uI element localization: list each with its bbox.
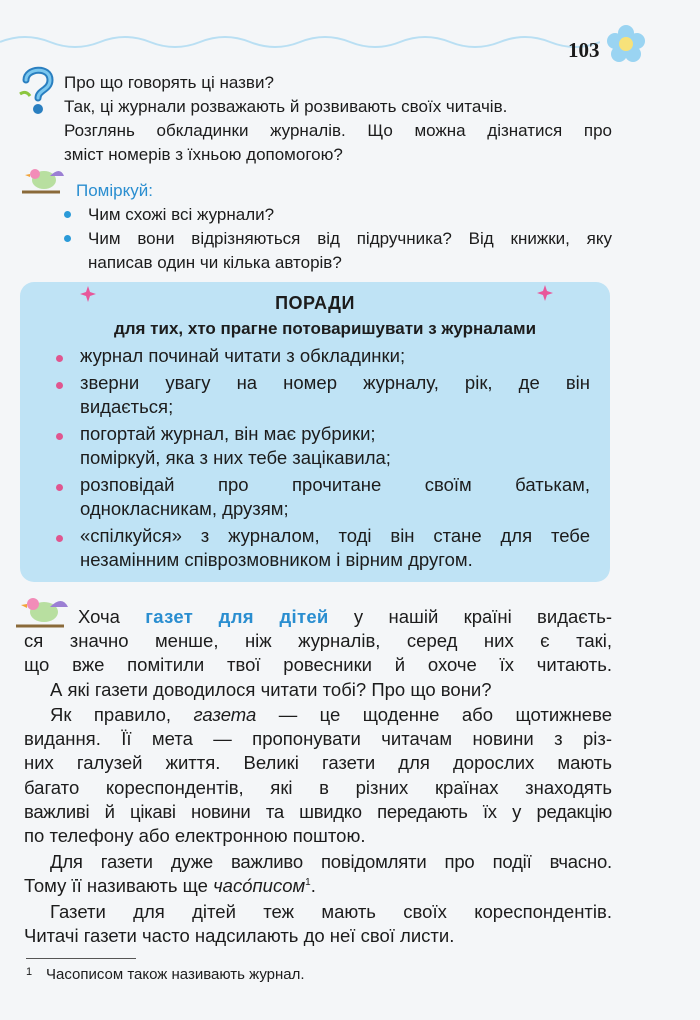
footnote-text: Часописом також називають журнал. [46, 966, 305, 983]
advice-item-4-line-2: однокласникам, друзям; [80, 498, 289, 519]
paragraph-4-line-2: Тому її називають ще часо́писом$^1$. [24, 875, 316, 896]
ponder-item-1: Чим схожі всі журнали? [88, 205, 275, 224]
flower-icon [606, 24, 646, 64]
term-gazeta: газета [193, 704, 257, 725]
bird-icon [20, 162, 68, 200]
footnote-ref: 1 [305, 876, 311, 888]
advice-item-5-line-1: «спілкуйся» з журналом, тоді він стане для тебе [80, 525, 590, 546]
advice-item-3-line-2: поміркуй, яка з них тебе зацікавила; [80, 447, 391, 468]
paragraph-4-line-1: Для газети дуже важливо повідомляти про події вчасно. [50, 851, 612, 872]
header-wave-decoration [0, 30, 600, 54]
advice-item-2-line-2: видається; [80, 396, 174, 417]
footnote-divider [26, 958, 136, 959]
footnote-mark: 1 [26, 966, 33, 978]
advice-item-1: журнал починай читати з обкладинки; [80, 345, 406, 366]
ponder-label: Поміркуй: [76, 181, 153, 200]
paragraph-1-line-3: що вже помітили твої ровесники й охоче їх читають. [24, 654, 612, 675]
advice-title: ПОРАДИ [275, 293, 355, 313]
paragraph-5-line-2: Читачі газети часто надсилають до неї свої листи. [24, 925, 455, 946]
advice-item-4-line-1: розповідай про прочитане своїм батькам, [80, 474, 590, 495]
paragraph-3-line-6: по телефону або електронною поштою. [24, 825, 366, 846]
ponder-item-2-line-2: написав один чи кілька авторів? [88, 253, 342, 272]
page-number: 103 [568, 38, 600, 62]
question-line-3: Розглянь обкладинки журналів. Що можна дізнатися про [64, 121, 612, 140]
question-line-2: Так, ці журнали розважають й розвивають своїх читачів. [64, 97, 508, 116]
question-line-4: зміст номерів з їхньою допомогою? [64, 145, 343, 164]
advice-item-3-line-1: погортай журнал, він має рубрики; [80, 423, 376, 444]
paragraph-1-line-2: ся значно менше, ніж журналів, серед них є такі, [24, 630, 612, 651]
bird-icon [14, 590, 72, 634]
paragraph-1-line-1: Хоча газет для дітей у нашій країні видаєть- [78, 606, 613, 627]
advice-subtitle: для тих, хто прагне потоваришувати з журналами [113, 319, 537, 338]
bullet [56, 355, 63, 362]
highlight-term: газет для дітей [145, 606, 329, 627]
term-chasopys: часо́писом [213, 875, 306, 896]
advice-item-2-line-1: зверни увагу на номер журналу, рік, де він [80, 372, 590, 393]
paragraph-3-line-4: багато кореспондентів, які в різних країнах знаходять [24, 777, 612, 798]
advice-item-5-line-2: незамінним співрозмовником і вірним другом. [80, 549, 473, 570]
question-line-1: Про що говорять ці назви? [64, 73, 274, 92]
bullet [56, 382, 63, 389]
ponder-item-2-line-1: Чим вони відрізняються від підручника? Від книжки, яку [88, 229, 612, 248]
bullet [64, 211, 71, 218]
paragraph-5-line-1: Газети для дітей теж мають своїх кореспондентів. [50, 901, 612, 922]
bullet [56, 484, 63, 491]
paragraph-3-line-2: видання. Її мета — пропонувати читачам новини з різ- [24, 728, 612, 749]
bullet [56, 433, 63, 440]
paragraph-3-line-1: Як правило, газета — це щоденне або щотижневе [50, 704, 612, 725]
question-mark-icon [18, 64, 56, 116]
bullet [64, 235, 71, 242]
paragraph-3-line-3: них галузей життя. Великі газети для дорослих мають [24, 752, 612, 773]
paragraph-3-line-5: важливі й цікаві новини та швидко передають їх у редакцію [24, 801, 612, 822]
paragraph-2: А які газети доводилося читати тобі? Про що вони? [50, 679, 492, 700]
bullet [56, 535, 63, 542]
